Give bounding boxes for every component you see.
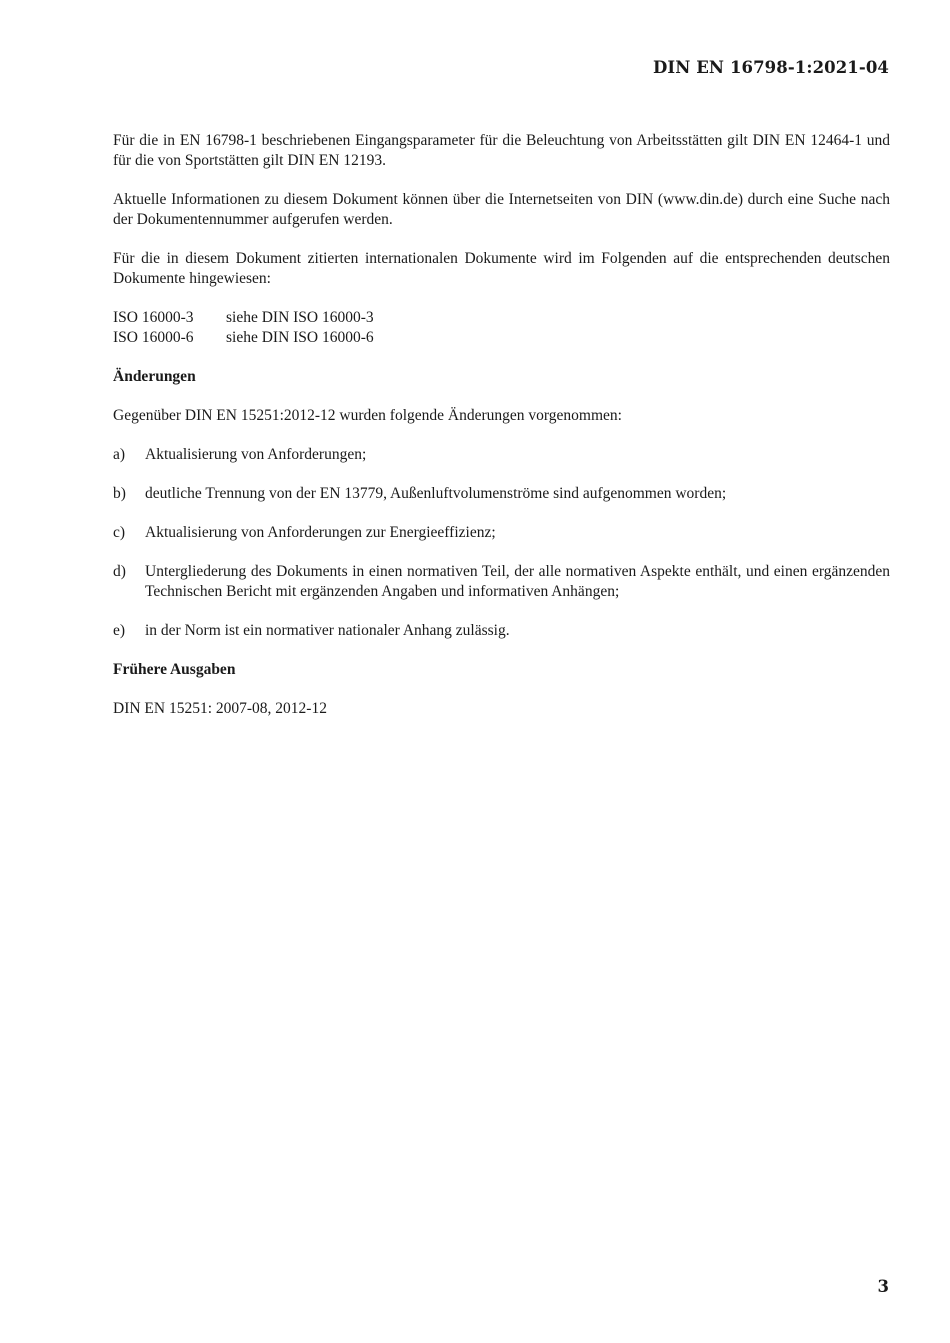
- list-item-text: deutliche Trennung von der EN 13779, Außenluftvolumenströme sind aufgenommen worden;: [145, 485, 727, 502]
- changes-heading: Änderungen: [113, 368, 196, 385]
- page-number: 3: [877, 1277, 889, 1296]
- reference-row: [113, 328, 890, 348]
- changes-list: [113, 445, 890, 641]
- list-item: [113, 484, 890, 504]
- previous-editions-heading: Frühere Ausgaben: [113, 661, 236, 678]
- page-content: [113, 131, 890, 719]
- intro-paragraph: Aktuelle Informationen zu diesem Dokument können über die Internetseiten von DIN (www.din.de) durch eine Suche nach der Dokumentennummer aufgerufen werden.: [113, 191, 890, 228]
- list-item-label: a): [113, 446, 126, 463]
- reference-row: [113, 308, 890, 328]
- intro-paragraph: Für die in EN 16798-1 beschriebenen Eingangsparameter für die Beleuchtung von Arbeitsstätten gilt DIN EN 12464-1 und für die von Sportstätten gilt DIN EN 12193.: [113, 132, 890, 169]
- list-item-label: d): [113, 563, 126, 580]
- list-item-label: c): [113, 524, 126, 541]
- list-item-label: e): [113, 622, 126, 639]
- changes-intro: Gegenüber DIN EN 15251:2012-12 wurden folgende Änderungen vorgenommen:: [113, 407, 622, 424]
- list-item-text: in der Norm ist ein normativer nationaler Anhang zulässig.: [145, 622, 510, 639]
- reference-list: [113, 308, 890, 348]
- list-item: [113, 523, 890, 543]
- reference-see: siehe DIN ISO 16000-6: [226, 329, 374, 346]
- list-item-text: Aktualisierung von Anforderungen;: [145, 446, 367, 463]
- list-item-label: b): [113, 485, 126, 502]
- reference-code: ISO 16000-6: [113, 329, 194, 346]
- intro-paragraph: Für die in diesem Dokument zitierten internationalen Dokumente wird im Folgenden auf die entsprechenden deutschen Dokumente hingewiesen:: [113, 250, 890, 287]
- list-item-text: Aktualisierung von Anforderungen zur Energieeffizienz;: [145, 524, 496, 541]
- document-id-header: DIN EN 16798-1:2021-04: [652, 58, 889, 77]
- list-item: [113, 621, 890, 641]
- reference-see: siehe DIN ISO 16000-3: [226, 309, 374, 326]
- list-item-text: Untergliederung des Dokuments in einen normativen Teil, der alle normativen Aspekte enthält, und einen ergänzenden Technischen Bericht mit ergänzenden Angaben und informativen Anhängen;: [145, 563, 890, 600]
- list-item: [113, 445, 890, 465]
- list-item: [113, 562, 890, 602]
- previous-editions-text: DIN EN 15251: 2007-08, 2012-12: [113, 700, 327, 717]
- reference-code: ISO 16000-3: [113, 309, 194, 326]
